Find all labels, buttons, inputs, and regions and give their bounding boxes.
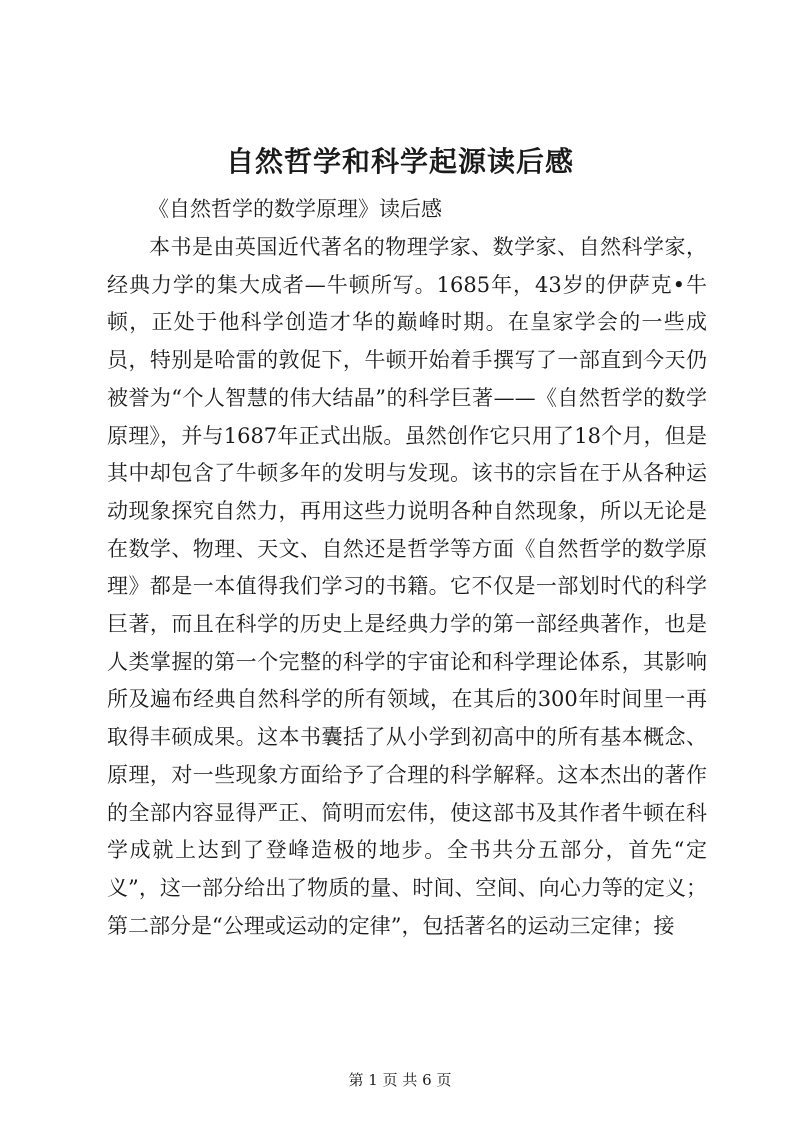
body-paragraph: 本书是由英国近代著名的物理学家、数学家、自然科学家，经典力学的集大成者—牛顿所写。1685年，43岁的伊萨克•牛顿，正处于他科学创造才华的巅峰时期。在皇家学会的一些成员，特别是哈雷的敦促下，牛顿开始着手撰写了一部直到今天仍被誉为“个人智慧的伟大结晶”的科学巨著——《自然哲学的数学原理》，并与1687年正式出版。虽然创作它只用了18个月，但是其中却包含了牛顿多年的发明与发现。该书的宗旨在于从各种运动现象探究自然力，再用这些力说明各种自然现象，所以无论是在数学、物理、天文、自然还是哲学等方面《自然哲学的数学原理》都是一本值得我们学习的书籍。它不仅是一部划时代的科学巨著，而且在科学的历史上是经典力学的第一部经典著作，也是人类掌握的第一个完整的科学的宇宙论和科学理论体系，其影响所及遍布经典自然科学的所有领域，在其后的300年时间里一再取得丰硕成果。这本书囊括了从小学到初高中的所有基本概念、原理，对一些现象方面给予了合理的科学解释。这本杰出的著作的全部内容显得严正、简明而宏伟，使这部书及其作者牛顿在科学成就上达到了登峰造极的地步。全书共分五部分，首先“定义”，这一部分给出了物质的量、时间、空间、向心力等的定义；第二部分是“公理或运动的定律”，包括著名的运动三定律；接 — [107, 235, 707, 938]
page-footer: 第 1 页 共 6 页 — [348, 1071, 452, 1089]
document-title: 自然哲学和科学起源读后感 — [225, 145, 574, 178]
document-subtitle: 《自然哲学的数学原理》读后感 — [148, 197, 442, 221]
